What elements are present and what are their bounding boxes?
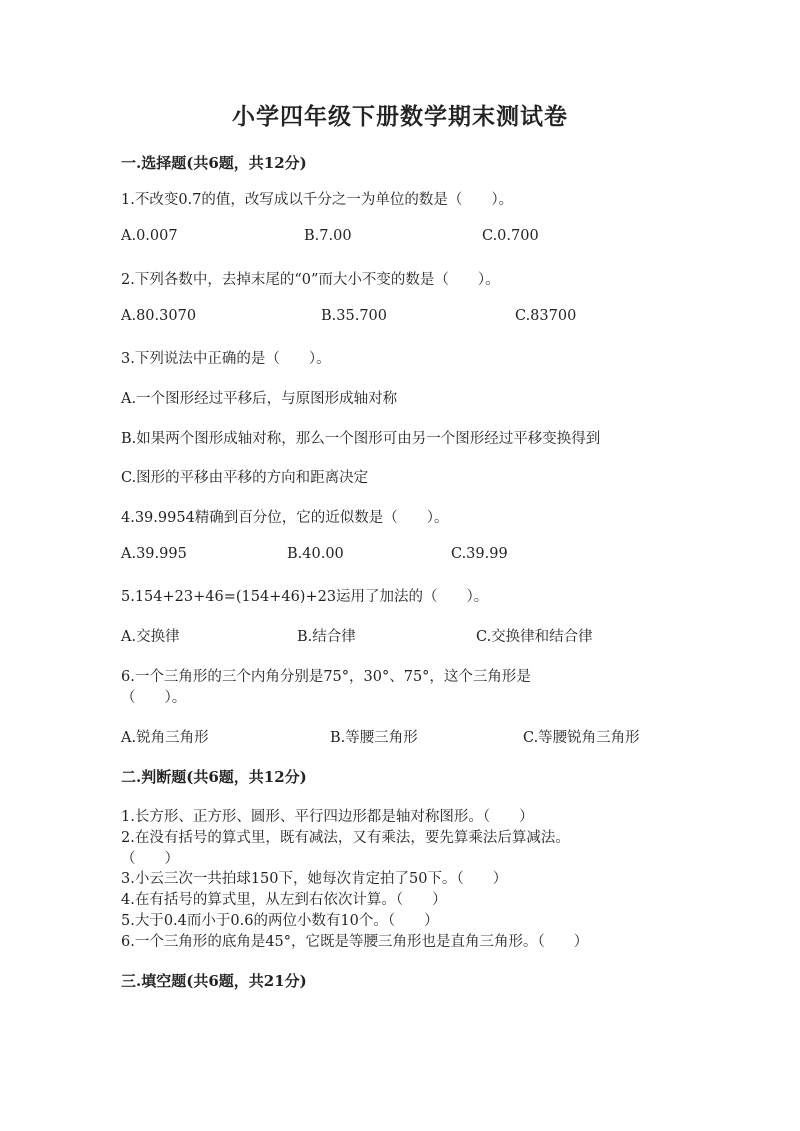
question-6-option-c: C.等腰锐角三角形	[523, 730, 640, 746]
question-5-option-a: A.交换律	[121, 629, 180, 645]
judge-item-5: 5.大于0.4而小于0.6的两位小数有10个。（ ）	[121, 913, 439, 929]
judge-item-4: 4.在有括号的算式里，从左到右依次计算。（ ）	[121, 892, 447, 908]
question-3-option-c: C.图形的平移由平移的方向和距离决定	[121, 470, 369, 486]
question-6-option-a: A.锐角三角形	[121, 730, 209, 746]
question-6-stem-line-2: （ ）。	[121, 690, 187, 706]
question-1-option-b: B.7.00	[304, 228, 352, 244]
judge-item-1: 1.长方形、正方形、圆形、平行四边形都是轴对称图形。（ ）	[121, 809, 534, 825]
question-6-stem-line-1: 6.一个三角形的三个内角分别是75°，30°、75°，这个三角形是	[121, 669, 531, 685]
question-2-option-a: A.80.3070	[121, 308, 197, 324]
section-heading-judge: 二.判断题(共6题，共12分)	[121, 768, 307, 786]
judge-item-3: 3.小云三次一共拍球150下，她每次肯定拍了50下。（ ）	[121, 871, 508, 887]
question-4-option-c: C.39.99	[451, 546, 508, 562]
question-4-stem: 4.39.9954精确到百分位，它的近似数是（ ）。	[121, 510, 449, 526]
section-heading-fill: 三.填空题(共6题，共21分)	[121, 972, 307, 990]
question-5-option-c: C.交换律和结合律	[476, 629, 593, 645]
question-3-option-b: B.如果两个图形成轴对称，那么一个图形可由另一个图形经过平移变换得到	[121, 431, 601, 447]
judge-item-2: 2.在没有括号的算式里，既有减法，又有乘法，要先算乘法后算减法。	[121, 830, 570, 846]
question-4-option-a: A.39.995	[121, 546, 187, 562]
question-1-option-c: C.0.700	[482, 228, 539, 244]
section-heading-choice: 一.选择题(共6题，共12分)	[121, 154, 307, 172]
question-1-stem: 1.不改变0.7的值，改写成以千分之一为单位的数是（ ）。	[121, 192, 514, 208]
page-title: 小学四年级下册数学期末测试卷	[232, 103, 568, 130]
question-2-option-c: C.83700	[515, 308, 577, 324]
question-2-option-b: B.35.700	[321, 308, 388, 324]
question-5-option-b: B.结合律	[297, 629, 356, 645]
question-3-option-a: A.一个图形经过平移后，与原图形成轴对称	[121, 391, 398, 407]
judge-item-6: 6.一个三角形的底角是45°，它既是等腰三角形也是直角三角形。（ ）	[121, 934, 589, 950]
question-3-stem: 3.下列说法中正确的是（ ）。	[121, 351, 331, 367]
question-2-stem: 2.下列各数中，去掉末尾的“0”而大小不变的数是（ ）。	[121, 272, 500, 288]
question-1-option-a: A.0.007	[121, 228, 178, 244]
question-4-option-b: B.40.00	[287, 546, 344, 562]
question-5-stem: 5.154+23+46=(154+46)+23运用了加法的（ ）。	[121, 589, 489, 605]
judge-item-2-blank: （ ）	[121, 851, 179, 867]
question-6-option-b: B.等腰三角形	[330, 730, 418, 746]
